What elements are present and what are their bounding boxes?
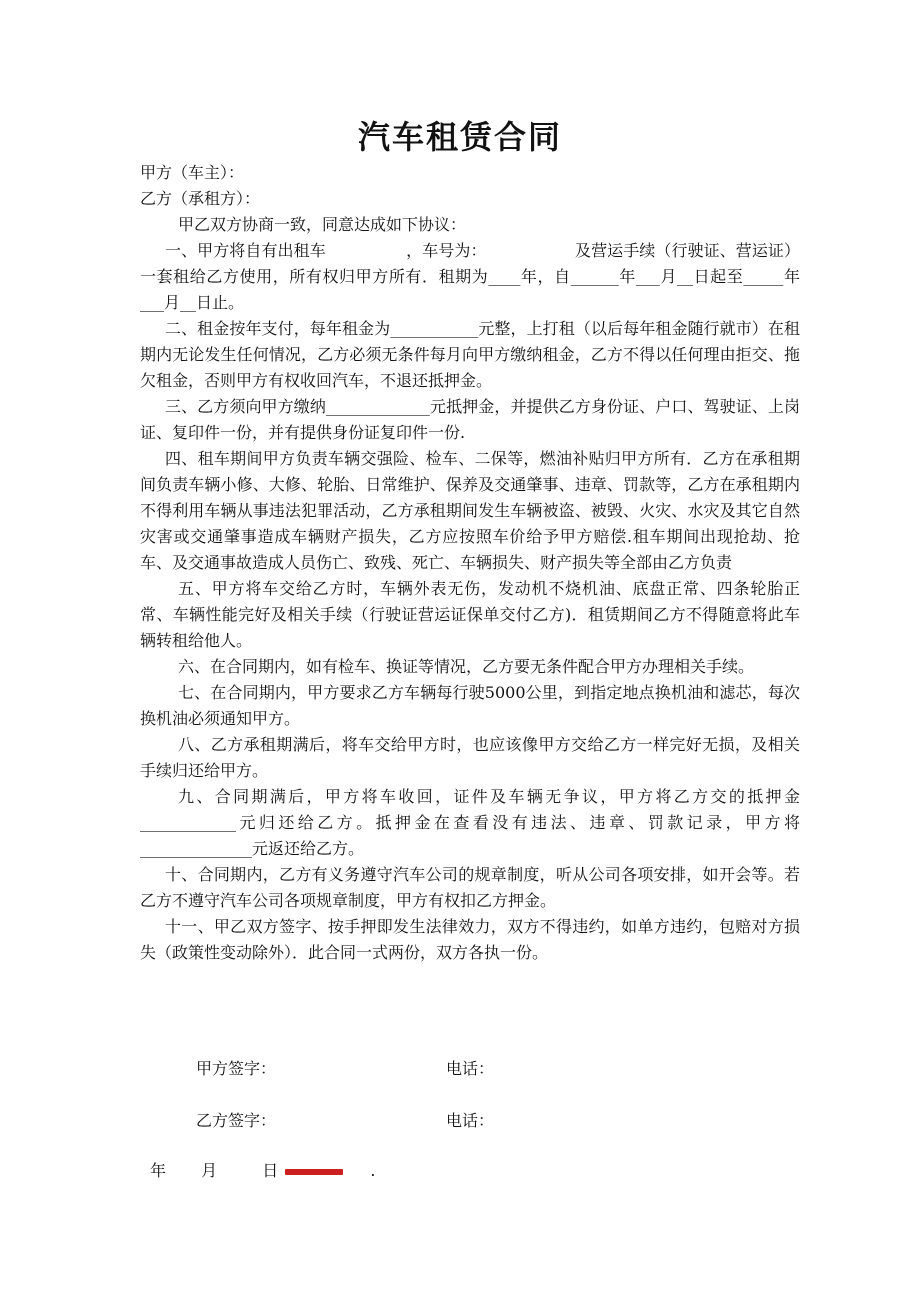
date-period: . — [370, 1161, 376, 1180]
clause-9: 九、合同期满后，甲方将车收回，证件及车辆无争议，甲方将乙方交的抵押金____________元归还给乙方。抵押金在查看没有违法、违章、罚款记录，甲方将______________元返还给乙方。 — [140, 787, 800, 858]
party-a-label: 甲方（车主）： — [140, 163, 245, 182]
clause-5: 五、甲方将车交给乙方时，车辆外表无伤，发动机不烧机油、底盘正常、四条轮胎正常、车辆性能完好及相关手续（行驶证营运证保单交付乙方)．租赁期间乙方不得随意将此车辆转租给他人。 — [140, 579, 800, 650]
clause-6: 六、在合同期内，如有检车、换证等情况，乙方要无条件配合甲方办理相关手续。 — [178, 657, 755, 676]
party-b-label: 乙方（承租方）： — [140, 189, 261, 208]
date-year-label: 年 — [150, 1161, 167, 1180]
contract-body — [140, 160, 800, 966]
document-title: 汽车租赁合同 — [357, 118, 562, 156]
clause-1: 一、甲方将自有出租车 ，车号为： 及营运手续（行驶证、营运证）一套租给乙方使用，所有权归甲方所有．租期为____年，自______年___月__日起至_____年___月__日止。 — [140, 241, 800, 312]
intro-text: 甲乙双方协商一致，同意达成如下协议： — [178, 215, 467, 234]
clause-7: 七、在合同期内，甲方要求乙方车辆每行驶5000公里，到指定地点换机油和滤芯，每次换机油必须通知甲方。 — [140, 683, 800, 728]
party-b-phone-label: 电话： — [446, 1111, 495, 1130]
party-a-phone-label: 电话： — [446, 1059, 495, 1078]
red-stamp-mark — [285, 1169, 343, 1175]
date-line — [150, 1158, 376, 1184]
clause-11: 十一、甲乙双方签字、按手押即发生法律效力，双方不得违约，如单方违约，包赔对方损失（政策性变动除外）．此合同一式两份，双方各执一份。 — [140, 917, 800, 962]
date-month-label: 月 — [201, 1161, 218, 1180]
clause-4: 四、租车期间甲方负责车辆交强险、检车、二保等，燃油补贴归甲方所有．乙方在承租期间负责车辆小修、大修、轮胎、日常维护、保养及交通肇事、违章、罚款等，乙方在承租期内不得利用车辆从事违法犯罪活动，乙方承租期间发生车辆被盗、被毁、火灾、水灾及其它自然灾害或交通肇事造成车辆财产损失，乙方应按照车价给予甲方赔偿.租车期间出现抢劫、抢车、及交通事故造成人员伤亡、致残、死亡、车辆损失、财产损失等全部由乙方负责 — [140, 449, 800, 572]
clause-8: 八、乙方承租期满后，将车交给甲方时，也应该像甲方交给乙方一样完好无损，及相关手续归还给甲方。 — [140, 735, 800, 780]
party-b-signature-label: 乙方签字： — [196, 1111, 277, 1130]
party-a-signature-label: 甲方签字： — [196, 1059, 277, 1078]
clause-10: 十、合同期内，乙方有义务遵守汽车公司的规章制度，听从公司各项安排，如开会等。若乙方不遵守汽车公司各项规章制度，甲方有权扣乙方押金。 — [140, 865, 800, 910]
date-day-label: 日 — [262, 1161, 279, 1180]
clause-3: 三、乙方须向甲方缴纳_____________元抵押金，并提供乙方身份证、户口、驾驶证、上岗证、复印件一份，并有提供身份证复印件一份. — [140, 397, 800, 442]
clause-2: 二、租金按年支付，每年租金为___________元整，上打租（以后每年租金随行就市）在租期内无论发生任何情况，乙方必须无条件每月向甲方缴纳租金，乙方不得以任何理由拒交、拖欠租金，否则甲方有权收回汽车，不退还抵押金。 — [140, 319, 800, 390]
